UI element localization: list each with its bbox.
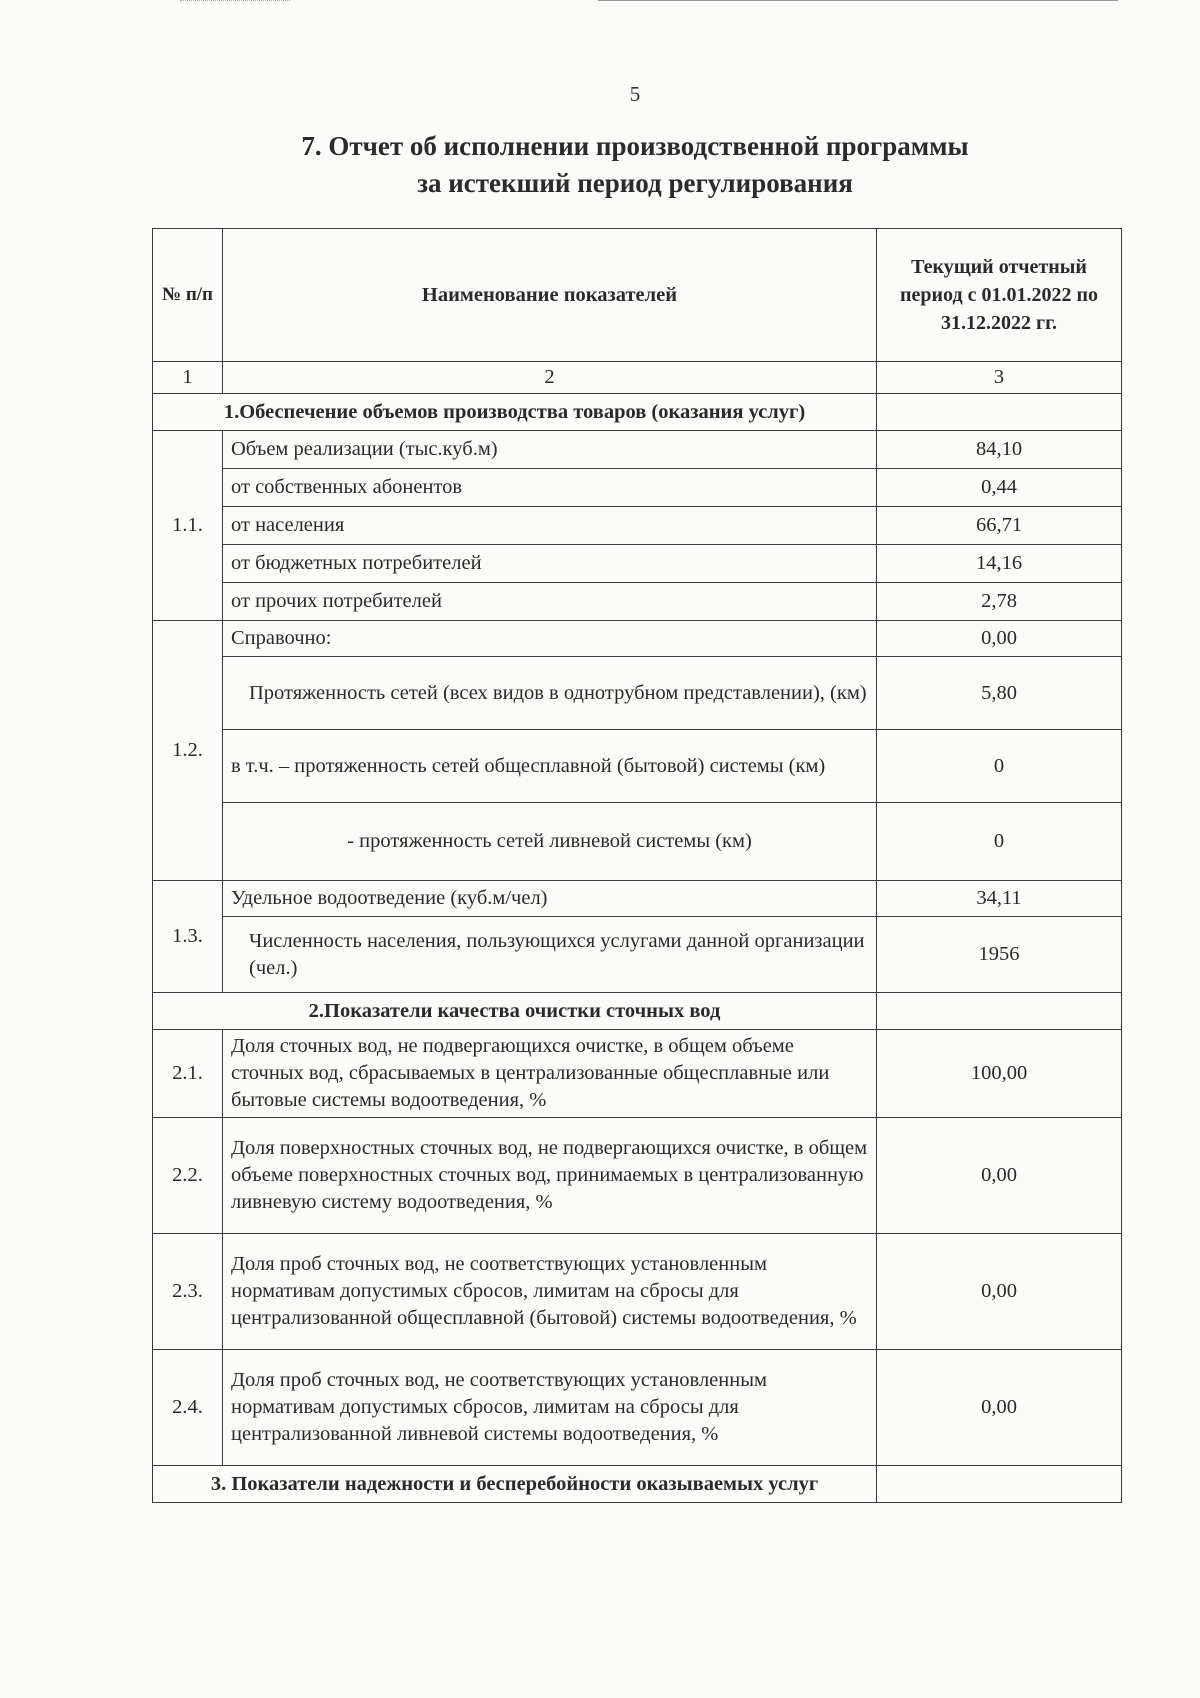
row-value: 0,00 <box>877 1234 1122 1350</box>
row-value: 0,00 <box>877 621 1122 657</box>
row-name: Доля проб сточных вод, не соответствующих установленным нормативам допустимых сбросов, лимитам на сбросы для централизованной ливневой системы водоотведения, % <box>223 1350 877 1466</box>
report-title <box>0 128 1200 202</box>
production-program-table <box>152 228 1122 1503</box>
column-number: 1 <box>153 362 223 394</box>
row-index: 2.2. <box>153 1118 223 1234</box>
table-row <box>153 469 1122 507</box>
row-index: 2.4. <box>153 1350 223 1466</box>
row-name: от населения <box>223 507 877 545</box>
report-title-line-1: 7. Отчет об исполнении производственной программы <box>301 131 969 161</box>
row-value: 1956 <box>877 917 1122 993</box>
row-value: 84,10 <box>877 431 1122 469</box>
row-value: 0 <box>877 730 1122 803</box>
table-row <box>153 507 1122 545</box>
report-title-line-2: за истекший период регулирования <box>417 168 853 198</box>
table-header-row <box>153 229 1122 362</box>
table-row <box>153 1030 1122 1118</box>
column-number: 3 <box>877 362 1122 394</box>
section-3-empty-cell <box>877 1466 1122 1503</box>
row-value: 5,80 <box>877 657 1122 730</box>
table-row <box>153 621 1122 657</box>
table-row <box>153 583 1122 621</box>
header-number: № п/п <box>153 229 223 362</box>
row-name: в т.ч. – протяженность сетей общесплавной (бытовой) системы (км) <box>223 730 877 803</box>
row-name: Доля поверхностных сточных вод, не подвергающихся очистке, в общем объеме поверхностных сточных вод, принимаемых в централизованную ливневую систему водоотведения, % <box>223 1118 877 1234</box>
header-name: Наименование показателей <box>223 229 877 362</box>
table-row <box>153 803 1122 881</box>
section-2-empty-cell <box>877 993 1122 1030</box>
page-number: 5 <box>629 82 641 106</box>
table-row <box>153 730 1122 803</box>
scan-edge-marks <box>180 0 290 3</box>
header-period: Текущий отчетный период с 01.01.2022 по 31.12.2022 гг. <box>877 229 1122 362</box>
section-1-title: 1.Обеспечение объемов производства товаров (оказания услуг) <box>153 394 877 431</box>
row-index-1-1: 1.1. <box>153 431 223 621</box>
table-row <box>153 917 1122 993</box>
row-name: Протяженность сетей (всех видов в однотрубном представлении), (км) <box>223 657 877 730</box>
table-row <box>153 431 1122 469</box>
row-name: от бюджетных потребителей <box>223 545 877 583</box>
row-name: Доля сточных вод, не подвергающихся очистке, в общем объеме сточных вод, сбрасываемых в централизованные общесплавные или бытовые системы водоотведения, % <box>223 1030 877 1118</box>
row-value: 2,78 <box>877 583 1122 621</box>
row-name: Удельное водоотведение (куб.м/чел) <box>223 881 877 917</box>
row-name: Доля проб сточных вод, не соответствующих установленным нормативам допустимых сбросов, лимитам на сбросы для централизованной общесплавной (бытовой) системы водоотведения, % <box>223 1234 877 1350</box>
section-1-empty-cell <box>877 394 1122 431</box>
table-row <box>153 545 1122 583</box>
row-index-1-2: 1.2. <box>153 621 223 881</box>
row-name: от прочих потребителей <box>223 583 877 621</box>
row-value: 0,00 <box>877 1350 1122 1466</box>
row-name: Объем реализации (тыс.куб.м) <box>223 431 877 469</box>
section-2-row <box>153 993 1122 1030</box>
table-row <box>153 881 1122 917</box>
table-row <box>153 1350 1122 1466</box>
column-number-row <box>153 362 1122 394</box>
section-3-row <box>153 1466 1122 1503</box>
row-index: 2.1. <box>153 1030 223 1118</box>
table-row <box>153 657 1122 730</box>
row-value: 0,00 <box>877 1118 1122 1234</box>
row-name: от собственных абонентов <box>223 469 877 507</box>
row-value: 66,71 <box>877 507 1122 545</box>
table-row <box>153 1234 1122 1350</box>
table-row <box>153 1118 1122 1234</box>
row-name: Численность населения, пользующихся услугами данной организации (чел.) <box>223 917 877 993</box>
row-index: 2.3. <box>153 1234 223 1350</box>
section-2-title: 2.Показатели качества очистки сточных вод <box>153 993 877 1030</box>
row-name: - протяженность сетей ливневой системы (км) <box>223 803 877 881</box>
section-1-row <box>153 394 1122 431</box>
column-number: 2 <box>223 362 877 394</box>
row-value: 0,44 <box>877 469 1122 507</box>
row-value: 14,16 <box>877 545 1122 583</box>
row-value: 0 <box>877 803 1122 881</box>
row-value: 34,11 <box>877 881 1122 917</box>
row-name: Справочно: <box>223 621 877 657</box>
row-index-1-3: 1.3. <box>153 881 223 993</box>
row-value: 100,00 <box>877 1030 1122 1118</box>
scan-edge-rule <box>598 0 1118 1</box>
section-3-title: 3. Показатели надежности и бесперебойности оказываемых услуг <box>153 1466 877 1503</box>
